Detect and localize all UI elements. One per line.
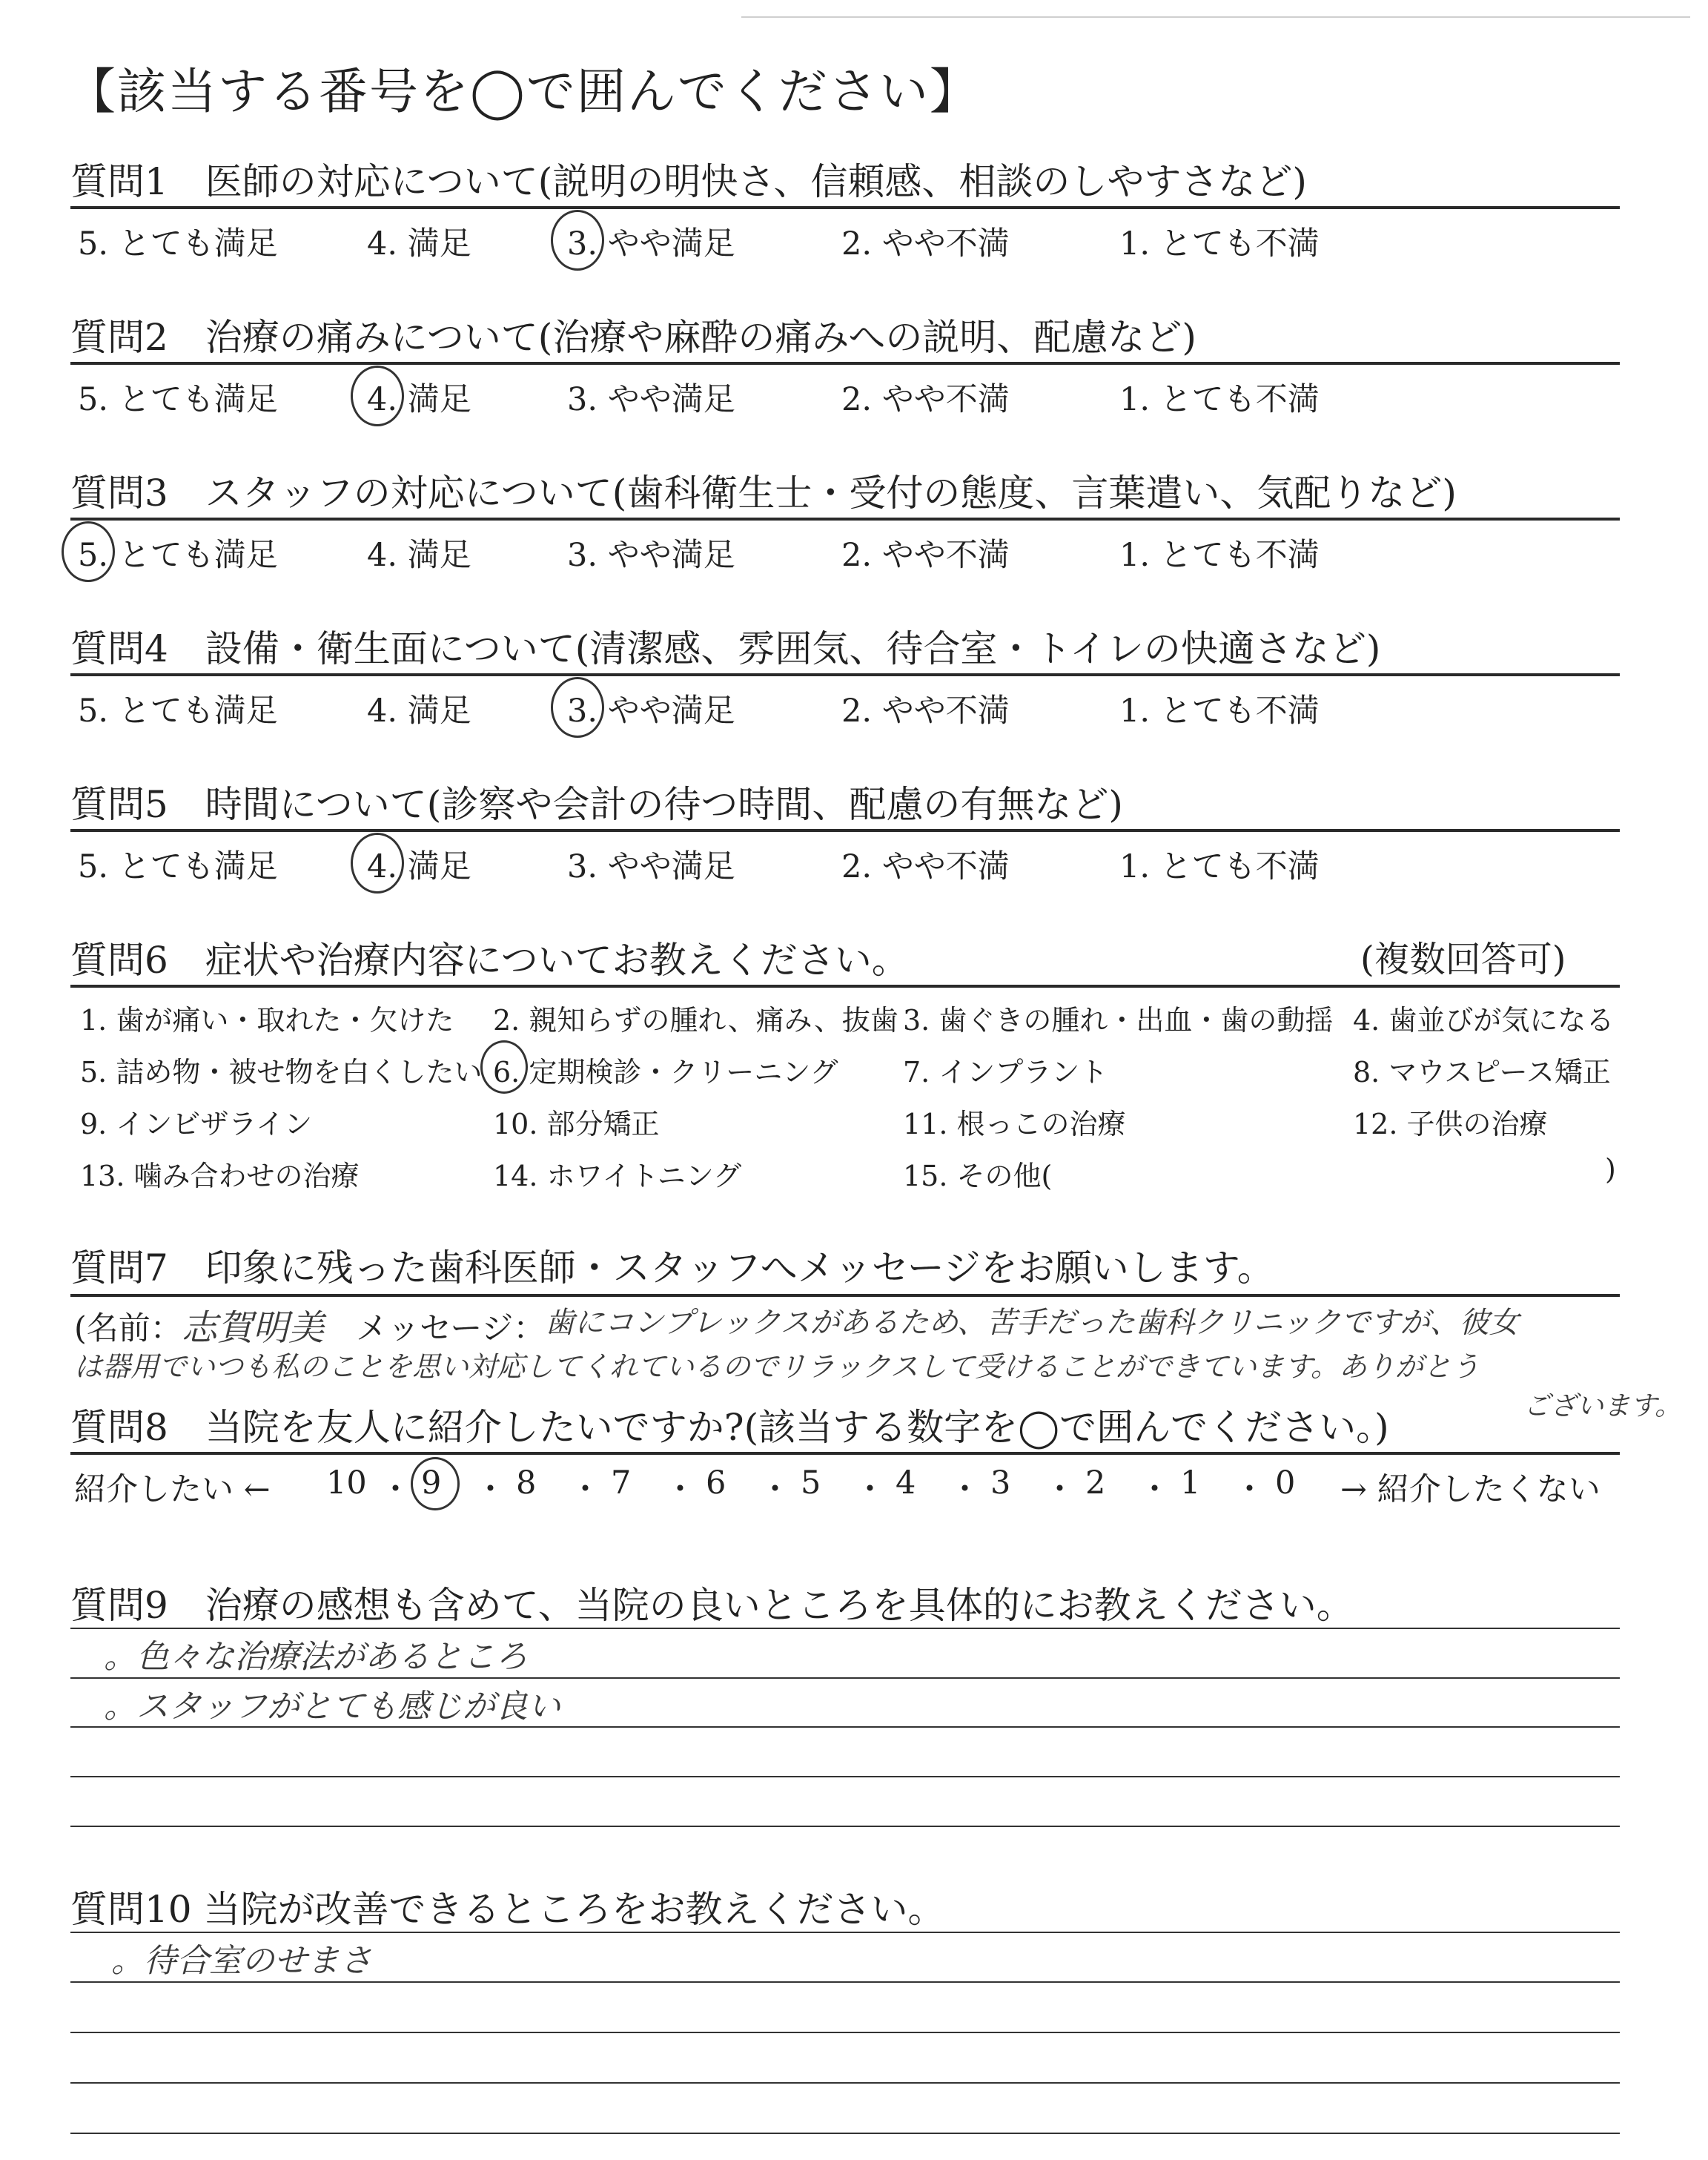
q7-message-line1: 歯にコンプレックスがあるため、苦手だった歯科クリニックですが、彼女 [545,1306,1519,1340]
q8-left-label: 紹介したい ← [74,1471,271,1508]
q5-option[interactable]: 1. とても不満 [1119,848,1320,885]
q5-option[interactable]: 5. とても満足 [78,848,278,885]
q4-title: 質問4 設備・衛生面について(清潔感、雰囲気、待合室・トイレの快適さなど) [70,627,1381,670]
q8-scale-dot: ・ [949,1471,981,1508]
q3-option[interactable]: 3. やや満足 [567,537,735,574]
q2-option[interactable]: 2. やや不満 [841,381,1010,418]
q9-line-1 [70,1628,1620,1629]
q1-option[interactable]: 3. やや満足 [567,225,735,262]
page-heading: 【該当する番号を◯で囲んでください】 [67,63,980,120]
q6-option[interactable]: ) [1605,1153,1616,1186]
q5-title: 質問5 時間について(診察や会計の待つ時間、配慮の有無など) [70,783,1123,826]
q7-name-value: 志賀明美 [182,1307,325,1349]
q2-option[interactable]: 4. 満足 [367,381,471,418]
q10-answer-1: 。待合室のせまさ [111,1942,372,1980]
q6-option[interactable]: 9. インビザライン [80,1108,313,1140]
q6-rule [70,985,1620,988]
q6-option[interactable]: 13. 噛み合わせの治療 [80,1160,360,1192]
q7-message-label: メッセージ： [356,1310,546,1347]
q4-selection-circle [551,677,604,738]
q1-option[interactable]: 5. とても満足 [78,225,278,262]
q3-option[interactable]: 5. とても満足 [78,537,278,574]
q6-option[interactable]: 3. 歯ぐきの腫れ・出血・歯の動揺 [903,1004,1334,1037]
q9-line-2 [70,1677,1620,1679]
q8-scale-dot: ・ [380,1471,411,1508]
q8-scale-number[interactable]: 0 [1275,1464,1296,1502]
q5-selection-circle [351,833,404,894]
q10-line-3 [70,2032,1620,2033]
q2-option[interactable]: 1. とても不満 [1119,381,1320,418]
q4-option[interactable]: 3. やや満足 [567,693,735,730]
q8-selection-circle [411,1457,460,1510]
q4-option[interactable]: 5. とても満足 [78,693,278,730]
q10-line-5 [70,2133,1620,2134]
q5-option[interactable]: 3. やや満足 [567,848,735,885]
q10-title: 質問10 当院が改善できるところをお教えください。 [70,1888,945,1931]
q1-rule [70,206,1620,209]
q6-title: 質問6 症状や治療内容についてお教えください。 [70,939,909,982]
scan-edge-line [741,16,1690,18]
q7-title: 質問7 印象に残った歯科医師・スタッフへメッセージをお願いします。 [70,1246,1274,1289]
q4-rule [70,673,1620,676]
q8-scale-dot: ・ [1044,1471,1076,1508]
q8-scale-number[interactable]: 1 [1180,1464,1201,1502]
q8-scale-dot: ・ [1139,1471,1171,1508]
q6-option[interactable]: 11. 根っこの治療 [903,1108,1126,1140]
q7-message-line3: ございます。 [1523,1391,1682,1421]
q2-option[interactable]: 5. とても満足 [78,381,278,418]
q10-line-2 [70,1981,1620,1983]
q1-title: 質問1 医師の対応について(説明の明快さ、信頼感、相談のしやすさなど) [70,160,1307,203]
q2-rule [70,362,1620,365]
q8-right-label: → 紹介したくない [1340,1471,1601,1508]
q9-answer-2: 。スタッフがとても感じが良い [104,1688,560,1725]
q6-option[interactable]: 2. 親知らずの腫れ、痛み、抜歯 [493,1004,898,1037]
q5-rule [70,829,1620,832]
q7-message-line2: は器用でいつも私のことを思い対応してくれているのでリラックスして受けることができています。ありがとう [74,1350,1480,1383]
q6-option[interactable]: 12. 子供の治療 [1353,1108,1548,1140]
q10-line-4 [70,2082,1620,2084]
q6-option[interactable]: 7. インプラント [903,1056,1108,1089]
q3-option[interactable]: 2. やや不満 [841,537,1010,574]
q3-option[interactable]: 4. 満足 [367,537,471,574]
q6-option[interactable]: 6. 定期検診・クリーニング [493,1056,838,1089]
q5-option[interactable]: 2. やや不満 [841,848,1010,885]
q1-option[interactable]: 4. 満足 [367,225,471,262]
q6-option[interactable]: 1. 歯が痛い・取れた・欠けた [80,1004,454,1037]
q8-scale-dot: ・ [1234,1471,1265,1508]
q8-scale-number[interactable]: 8 [516,1464,537,1502]
q2-option[interactable]: 3. やや満足 [567,381,735,418]
q4-option[interactable]: 2. やや不満 [841,693,1010,730]
q2-title: 質問2 治療の痛みについて(治療や麻酔の痛みへの説明、配慮など) [70,316,1196,359]
q8-scale-number[interactable]: 10 [326,1464,367,1502]
q6-option[interactable]: 10. 部分矯正 [493,1108,660,1140]
q9-title: 質問9 治療の感想も含めて、当院の良いところを具体的にお教えください。 [70,1584,1354,1627]
q8-rule [70,1452,1620,1455]
q8-scale-dot: ・ [474,1471,506,1508]
q8-scale-dot: ・ [664,1471,696,1508]
q1-option[interactable]: 1. とても不満 [1119,225,1320,262]
q7-rule [70,1294,1620,1297]
q8-title: 質問8 当院を友人に紹介したいですか?(該当する数字を◯で囲んでください。) [70,1406,1389,1449]
q8-scale-number[interactable]: 4 [896,1464,916,1502]
q3-option[interactable]: 1. とても不満 [1119,537,1320,574]
q9-answer-1: 。色々な治療法があるところ [104,1638,528,1676]
q6-option[interactable]: 14. ホワイトニング [493,1160,742,1192]
q8-scale-number[interactable]: 2 [1085,1464,1106,1502]
q6-option[interactable]: 15. その他( [903,1160,1053,1192]
q6-selection-circle [480,1040,528,1094]
q2-selection-circle [351,366,404,426]
q4-option[interactable]: 4. 満足 [367,693,471,730]
q1-selection-circle [551,210,604,271]
q10-line-1 [70,1932,1620,1933]
q3-selection-circle [62,521,115,582]
q8-scale-number[interactable]: 7 [611,1464,632,1502]
q5-option[interactable]: 4. 満足 [367,848,471,885]
q8-scale-dot: ・ [569,1471,601,1508]
q4-option[interactable]: 1. とても不満 [1119,693,1320,730]
q9-line-4 [70,1776,1620,1777]
q8-scale-number[interactable]: 3 [990,1464,1011,1502]
q8-scale-dot: ・ [759,1471,791,1508]
q6-option[interactable]: 5. 詰め物・被せ物を白くしたい [80,1056,483,1089]
q6-option[interactable]: 8. マウスピース矯正 [1353,1056,1611,1089]
q9-line-5 [70,1826,1620,1827]
q6-option[interactable]: 4. 歯並びが気になる [1353,1004,1615,1037]
q6-note: (複数回答可) [1360,939,1566,980]
q8-scale-dot: ・ [854,1471,886,1508]
q3-rule [70,518,1620,521]
q3-title: 質問3 スタッフの対応について(歯科衛生士・受付の態度、言葉遣い、気配りなど) [70,472,1457,515]
q8-scale-number[interactable]: 5 [801,1464,821,1502]
q7-name-label: (名前： [74,1310,182,1347]
q1-option[interactable]: 2. やや不満 [841,225,1010,262]
q8-scale-number[interactable]: 9 [421,1464,442,1502]
q8-scale-number[interactable]: 6 [706,1464,726,1502]
